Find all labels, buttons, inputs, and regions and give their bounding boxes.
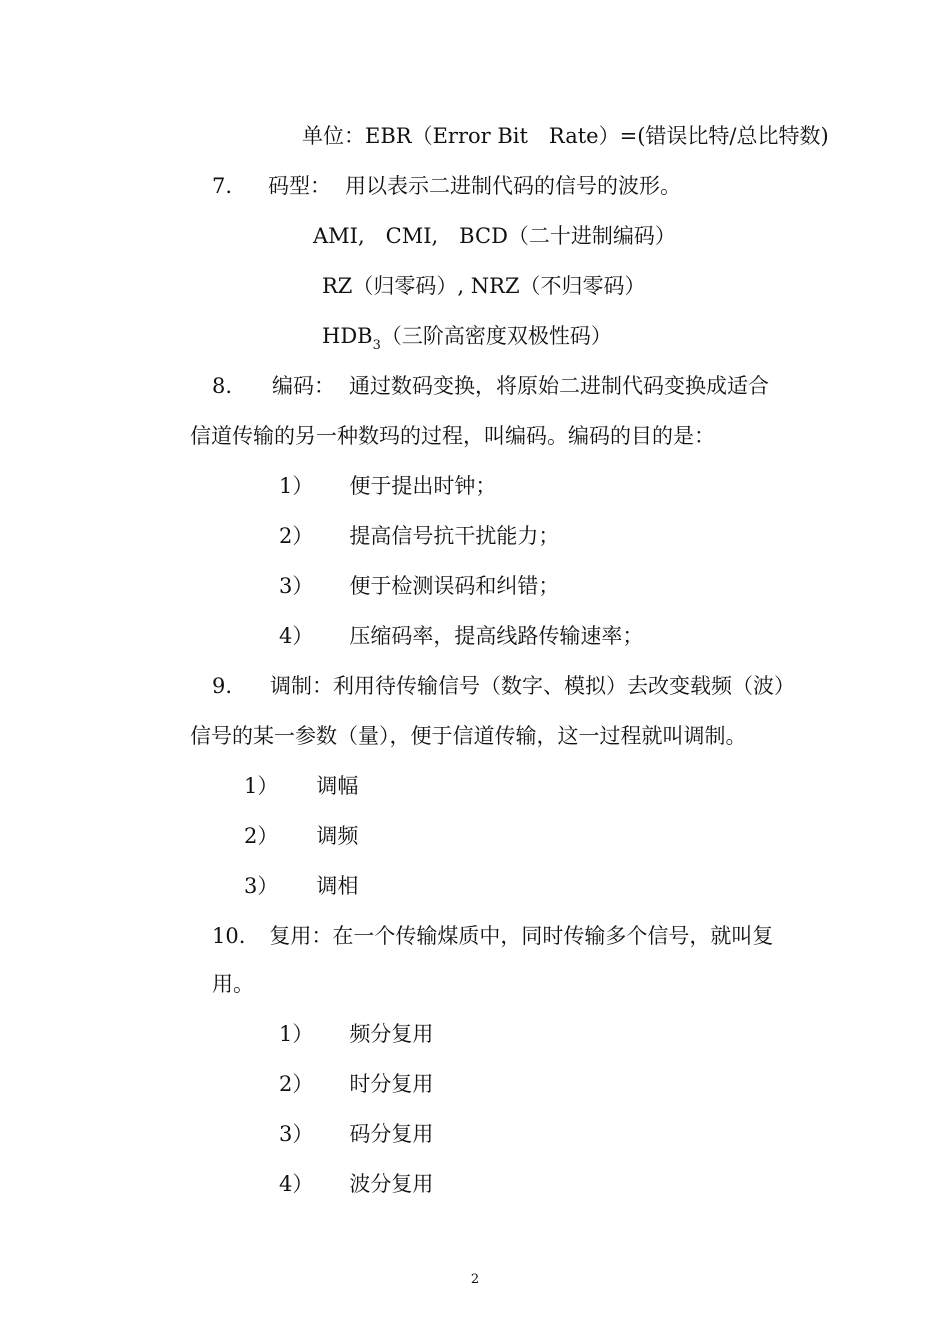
list-item-text: 压缩码率，提高线路传输速率； bbox=[349, 624, 644, 648]
list-item bbox=[279, 622, 643, 650]
list-item-index: 2） bbox=[279, 1072, 314, 1096]
item-10-definition-2: 用。 bbox=[212, 972, 254, 996]
list-item-index: 3） bbox=[279, 1122, 314, 1146]
item-7-definition: 用以表示二进制代码的信号的波形。 bbox=[345, 174, 682, 198]
page-number: 2 bbox=[470, 1272, 480, 1287]
item-9-number: 9. bbox=[212, 674, 233, 698]
hdb-suffix: （三阶高密度双极性码） bbox=[380, 324, 612, 348]
list-item bbox=[244, 822, 358, 850]
list-item-text: 时分复用 bbox=[349, 1072, 434, 1096]
list-item-text: 便于检测误码和纠错； bbox=[349, 574, 560, 598]
list-item-text: 频分复用 bbox=[349, 1022, 434, 1046]
item-9-definition-2: 信号的某一参数（量），便于信道传输，这一过程就叫调制。 bbox=[190, 724, 747, 748]
list-item bbox=[244, 772, 358, 800]
hdb-prefix: HDB bbox=[322, 324, 373, 348]
list-item-index: 1） bbox=[279, 474, 314, 498]
item-8-term: 编码： bbox=[272, 374, 336, 398]
list-item bbox=[244, 872, 358, 900]
item-7-number: 7. bbox=[212, 174, 233, 198]
list-item-text: 码分复用 bbox=[349, 1122, 434, 1146]
item-10-number: 10. bbox=[212, 924, 246, 948]
hdb-subscript: 3 bbox=[372, 338, 381, 353]
item-10 bbox=[212, 922, 773, 950]
list-item-text: 波分复用 bbox=[349, 1172, 434, 1196]
code-types-line-2 bbox=[322, 272, 646, 300]
list-item-index: 3） bbox=[244, 874, 279, 898]
list-item bbox=[279, 1070, 433, 1098]
item-8-continued bbox=[190, 422, 715, 450]
list-item-text: 调相 bbox=[316, 874, 359, 898]
item-9 bbox=[212, 672, 795, 700]
list-item bbox=[279, 1170, 433, 1198]
item-9-definition-1: 调制：利用待传输信号（数字、模拟）去改变载频（波） bbox=[270, 674, 796, 698]
code-types-line-1 bbox=[313, 222, 676, 250]
list-item-index: 3） bbox=[279, 574, 314, 598]
list-item bbox=[279, 472, 496, 500]
code-types-line-3 bbox=[322, 322, 612, 353]
list-item-index: 2） bbox=[279, 524, 314, 548]
code-types-text-2: RZ（归零码）, NRZ（不归零码） bbox=[322, 274, 646, 298]
item-10-definition-1: 复用：在一个传输煤质中，同时传输多个信号，就叫复 bbox=[269, 924, 774, 948]
item-8 bbox=[212, 372, 769, 400]
item-8-number: 8. bbox=[212, 374, 233, 398]
item-7 bbox=[212, 172, 681, 200]
item-9-continued bbox=[190, 722, 747, 750]
ebr-unit-line bbox=[302, 122, 829, 150]
item-7-term: 码型： bbox=[268, 174, 332, 198]
list-item-index: 1） bbox=[244, 774, 279, 798]
list-item bbox=[279, 522, 559, 550]
list-item-index: 4） bbox=[279, 1172, 314, 1196]
list-item-text: 便于提出时钟； bbox=[349, 474, 497, 498]
list-item-text: 提高信号抗干扰能力； bbox=[349, 524, 560, 548]
ebr-unit-text: 单位：EBR（Error Bit Rate）=(错误比特/总比特数) bbox=[302, 124, 829, 148]
list-item bbox=[279, 572, 559, 600]
list-item-text: 调幅 bbox=[316, 774, 359, 798]
item-8-definition-1: 通过数码变换，将原始二进制代码变换成适合 bbox=[349, 374, 770, 398]
list-item bbox=[279, 1120, 433, 1148]
list-item bbox=[279, 1020, 433, 1048]
item-10-continued bbox=[212, 970, 254, 998]
list-item-index: 1） bbox=[279, 1022, 314, 1046]
list-item-text: 调频 bbox=[316, 824, 359, 848]
code-types-text-1: AMI, CMI, BCD（二十进制编码） bbox=[313, 224, 676, 248]
list-item-index: 4） bbox=[279, 624, 314, 648]
item-8-definition-2: 信道传输的另一种数玛的过程，叫编码。编码的目的是： bbox=[190, 424, 715, 448]
list-item-index: 2） bbox=[244, 824, 279, 848]
